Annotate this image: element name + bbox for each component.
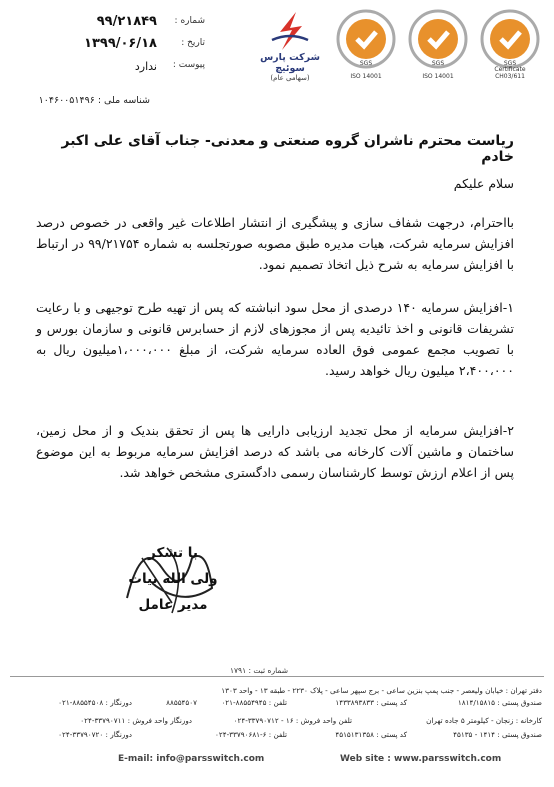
recipient-line: ریاست محترم ناشران گروه صنعتی و معدنی- جناب آقای علی اکبر خادم xyxy=(61,133,514,165)
cert-caption: Certificate CH03/611 xyxy=(494,66,526,80)
footer-divider xyxy=(10,676,544,677)
cert-badge xyxy=(335,8,397,80)
svg-text:SGS: SGS xyxy=(359,60,373,67)
letter-meta xyxy=(55,14,205,80)
cert-code: ISO 14001 xyxy=(350,73,382,80)
number-label: شماره : xyxy=(174,16,205,26)
factory-address: کارخانه : زنجان - کیلومتر ۵ جاده تهران xyxy=(426,716,542,725)
tehran-office: دفتر تهران : خیابان ولیعصر - جنب پمپ بنزین ساعی - برج سپهر ساعی - پلاک ۲۲۳۰ - طبقه ۱۳ - واحد ۱۳۰۳ xyxy=(221,686,542,695)
tehran-phone: تلفن : ۸۸۵۵۴۹۴۵-۰۲۱ xyxy=(221,698,287,707)
attachment-row xyxy=(55,58,205,80)
tehran-postbox: صندوق پستی : ۱۸۱۴/۱۵۸۱۵ xyxy=(457,698,542,707)
attachment-label: پیوست : xyxy=(172,60,205,70)
number-row xyxy=(55,14,205,36)
iso-14001-badge-icon xyxy=(407,8,469,70)
factory-phone: تلفن : ۶-۳۳۷۹۰۶۸۱-۰۲۴ xyxy=(214,730,287,739)
svg-text:SGS: SGS xyxy=(431,60,445,67)
factory-fax: دورنگار : ۳۳۷۹۰۷۲۰-۰۲۴ xyxy=(58,730,132,739)
website-link[interactable]: Web site : www.parsswitch.com xyxy=(340,754,502,764)
signature-block xyxy=(118,540,228,618)
tehran-extra: ۸۸۵۵۴۵۰۷ xyxy=(166,698,197,707)
date-row xyxy=(55,36,205,58)
company-name: شرکت پارس سوئیچ xyxy=(260,52,320,74)
item-1-paragraph: ۱-افزایش سرمایه ۱۴۰ درصدی از محل سود انباشته که پس از تهیه طرح توجیهی و با رعایت تشریفات قانونی و اخذ تائیدیه پس از مجوزهای لازم از حسابرس قانونی و سازمان بورس و با تصویب مجمع عمومی فوق العاده سرمایه شرکت، از مبلغ ۱،۰۰۰،۰۰۰میلیون ریال به ۲،۴۰۰،۰۰۰ میلیون ریال خواهد رسید. xyxy=(36,300,514,378)
factory-postbox: صندوق پستی : ۱۴۱۴ - ۴۵۱۳۵ xyxy=(453,730,542,739)
attachment-value: ندارد xyxy=(134,60,157,73)
letter-footer xyxy=(0,664,554,787)
tehran-fax: دورنگار : ۸۸۵۵۴۵۰۸-۰۲۱ xyxy=(58,698,132,707)
date-label: تاریخ : xyxy=(181,38,205,48)
svg-text:SGS: SGS xyxy=(503,60,517,67)
national-id: شناسه ملی : ۱۰۴۶۰۰۵۱۴۹۶ xyxy=(38,95,150,106)
cert-code: ISO 14001 xyxy=(422,73,454,80)
iso-14001-badge-icon xyxy=(335,8,397,70)
cert-badge xyxy=(479,8,541,80)
email-link[interactable]: E-mail: info@parsswitch.com xyxy=(118,754,265,764)
certifications xyxy=(335,8,549,80)
registration-number: شماره ثبت : ۱۷۹۱ xyxy=(230,666,288,675)
company-type: (سهامی عام) xyxy=(270,74,310,82)
closing: با تشکر xyxy=(148,545,198,561)
number-value: ۹۹/۲۱۸۴۹ xyxy=(96,14,157,29)
signer-name: ولی الله بیات xyxy=(128,571,218,587)
item-2-paragraph: ۲-افزایش سرمایه از محل تجدید ارزیابی دارایی ها پس از تحقق بندیک و از محل زمین، ساختمان و ماشین آلات کارخانه می باشد که درصد افزایش سرمایه مربوط به این موضوع پس از اعلام ارزش توسط کارشناسان رسمی دادگستری مشخص خواهد شد. xyxy=(36,423,514,480)
cert-badge xyxy=(407,8,469,80)
signer-title: مدیر عامل xyxy=(138,597,208,613)
greeting: سلام علیکم xyxy=(453,176,514,191)
tehran-postcode: کد پستی : ۱۴۳۳۸۹۳۸۳۳ xyxy=(335,698,407,707)
intro-paragraph: بااحترام، درجهت شفاف سازی و پیشگیری از انتشار اطلاعات غیر واقعی در خصوص درصد افزایش سرمایه شرکت، هیات مدیره طبق مصوبه صورتجلسه به شماره ۹۹/۲۱۷۵۴ در ارتباط با افزایش سرمایه به شرح ذیل اتخاذ تصمیم نمود. xyxy=(36,215,515,272)
factory-sales-fax: دورنگار واحد فروش : ۳۳۷۹۰۷۱۱-۰۲۴ xyxy=(80,716,192,725)
lightning-logo-icon xyxy=(268,10,312,52)
iso-9001-badge-icon xyxy=(479,8,541,70)
date-value: ۱۳۹۹/۰۶/۱۸ xyxy=(84,36,157,51)
company-logo xyxy=(250,10,330,82)
factory-sales-phone: تلفن واحد فروش : ۱۶ - ۳۳۷۹۰۷۱۲-۰۲۴ xyxy=(233,716,352,725)
factory-postcode: کد پستی : ۴۵۱۵۱۳۱۳۵۸ xyxy=(335,730,407,739)
